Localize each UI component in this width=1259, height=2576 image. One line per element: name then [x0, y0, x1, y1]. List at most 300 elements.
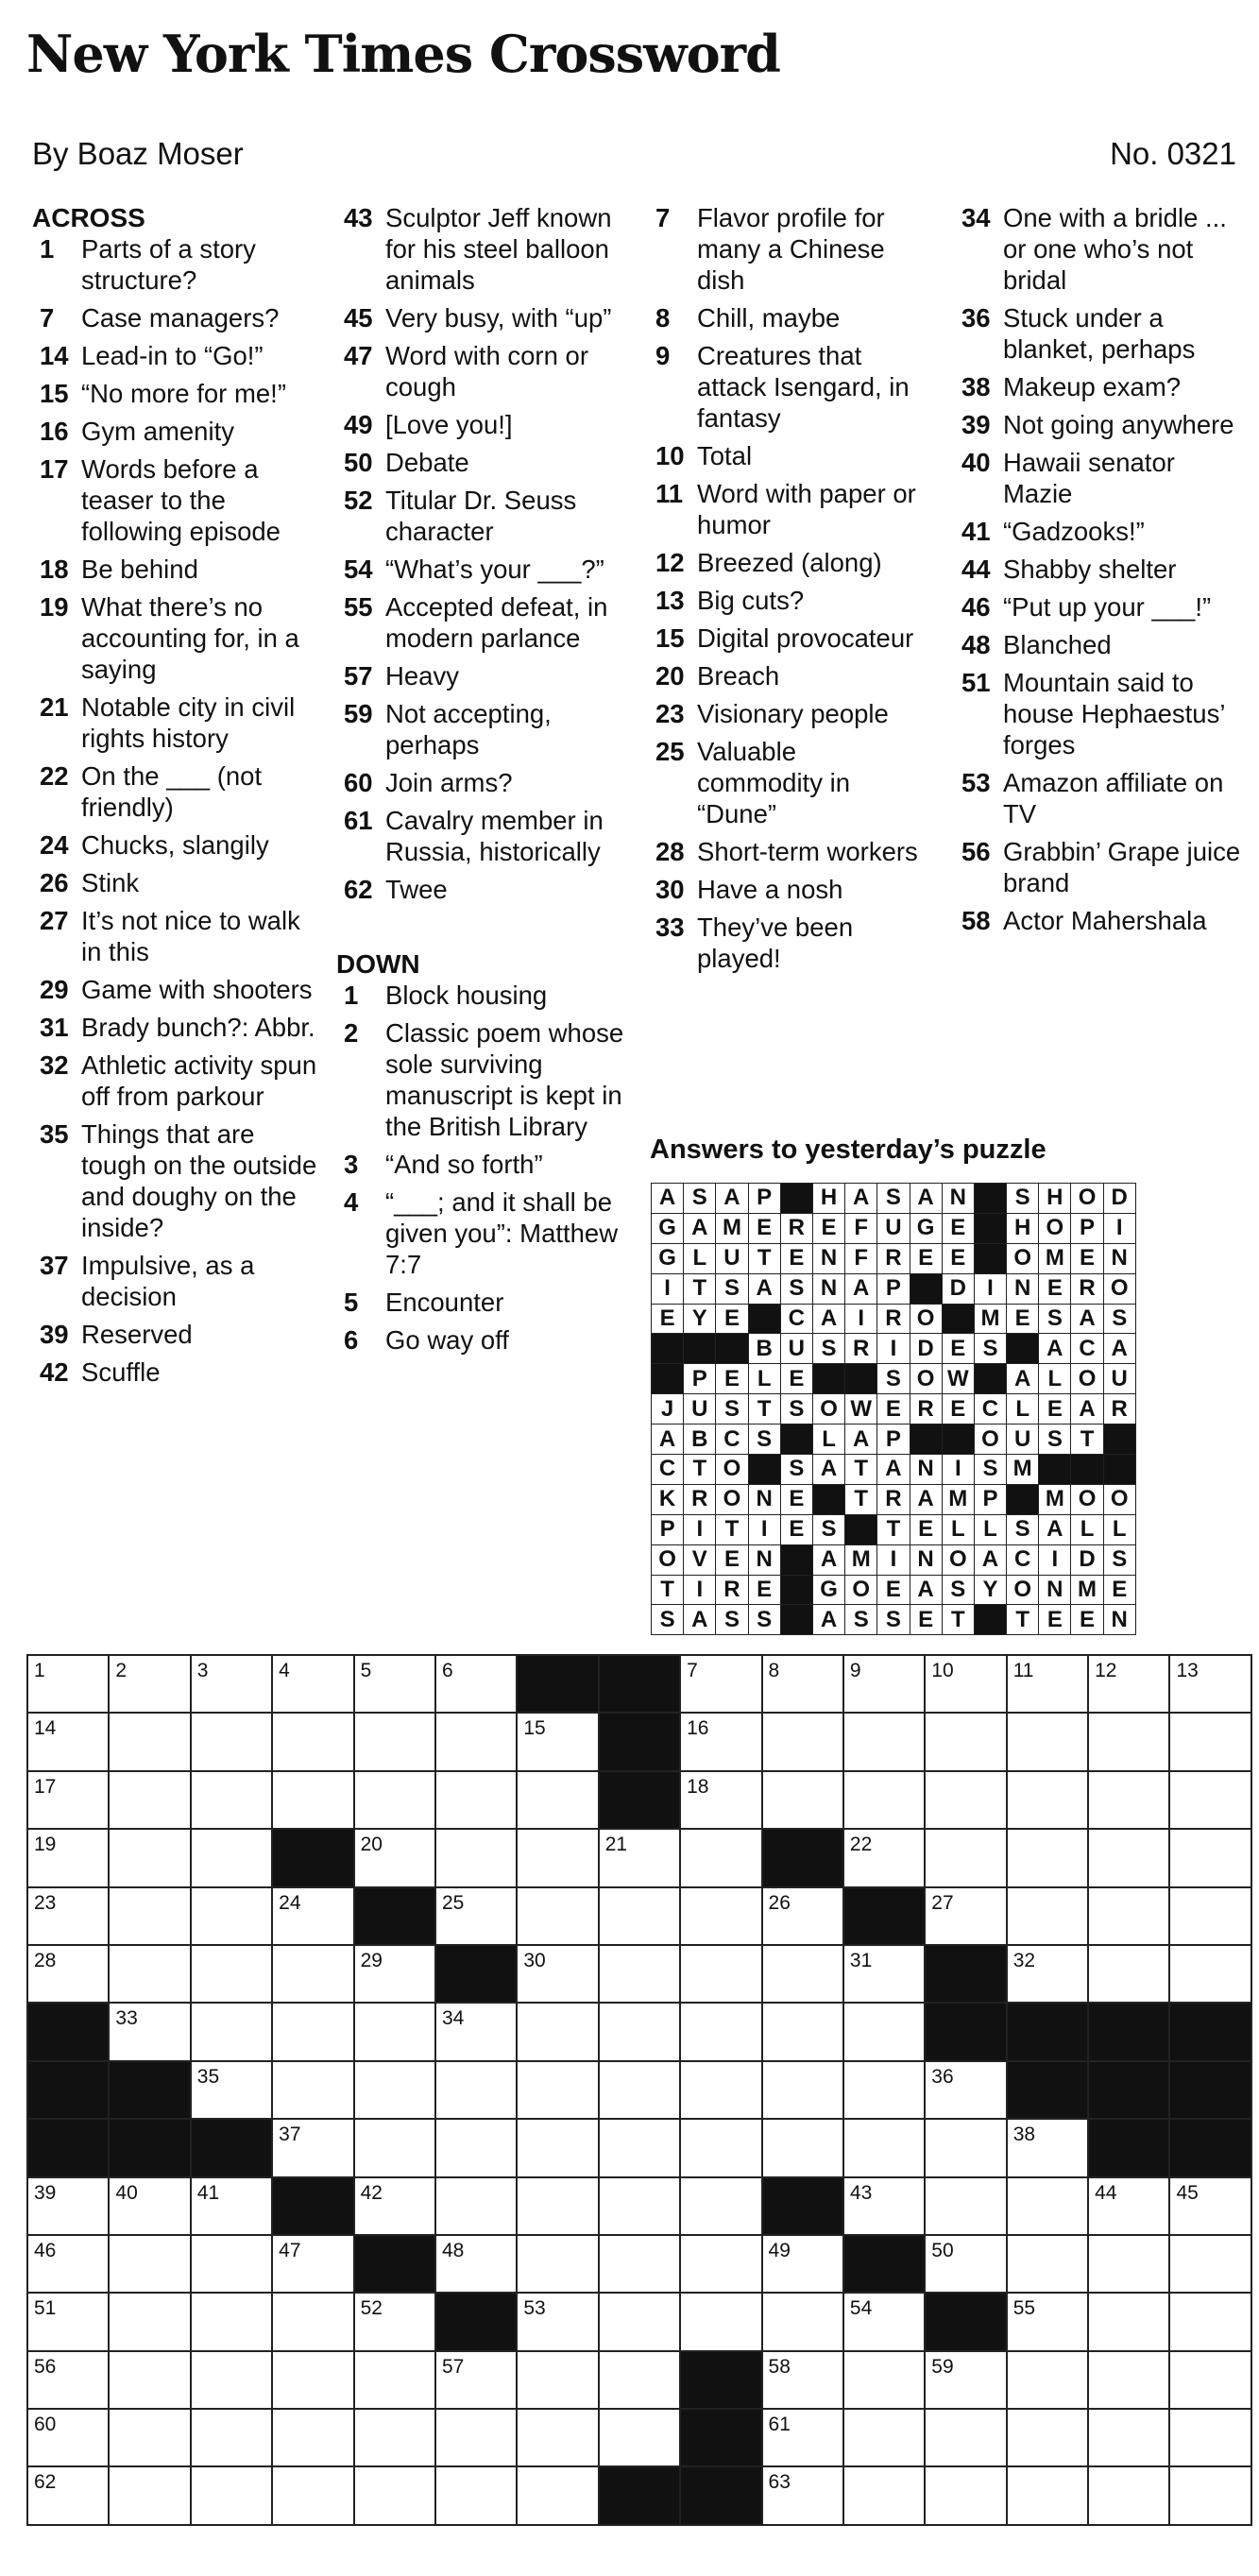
clue-number: 53 — [961, 768, 991, 797]
grid-cell[interactable] — [762, 2409, 843, 2466]
grid-block-cell — [762, 1829, 843, 1886]
grid-cell[interactable] — [272, 2409, 353, 2466]
answers-row — [652, 1484, 1136, 1514]
grid-cell[interactable] — [272, 2061, 353, 2119]
grid-cell[interactable] — [517, 2351, 598, 2409]
grid-cell[interactable] — [1088, 2409, 1169, 2466]
page-title: New York Times Crossword — [26, 24, 780, 84]
grid-cell[interactable] — [27, 1771, 109, 1829]
grid-cell[interactable] — [109, 2409, 190, 2466]
answer-letter-cell: A — [910, 1184, 942, 1214]
answers-row — [652, 1213, 1136, 1243]
grid-cell[interactable] — [762, 2466, 843, 2524]
grid-cell[interactable] — [109, 2351, 190, 2409]
clue-number: 17 — [40, 454, 69, 484]
clue-text: Not accepting, perhaps — [385, 699, 552, 759]
clue-number: 13 — [655, 586, 685, 615]
grid-cell[interactable] — [925, 2235, 1006, 2293]
answer-letter-cell: S — [748, 1605, 780, 1635]
grid-cell[interactable] — [435, 2409, 517, 2466]
grid-cell[interactable] — [1007, 2177, 1088, 2235]
answer-letter-cell: W — [845, 1394, 877, 1424]
grid-cell[interactable] — [843, 2061, 925, 2119]
clue-text: Stink — [81, 868, 140, 897]
grid-cell[interactable] — [762, 1655, 843, 1713]
grid-cell[interactable] — [1169, 2293, 1250, 2350]
answer-block-cell — [1007, 1334, 1039, 1364]
grid-cell[interactable] — [1169, 1713, 1250, 1770]
down-clue — [336, 1017, 631, 1142]
answer-letter-cell: S — [748, 1424, 780, 1455]
clue-number: 20 — [655, 661, 685, 691]
down-clue — [336, 1186, 631, 1280]
grid-cell[interactable] — [354, 2177, 435, 2235]
grid-cell[interactable] — [272, 2119, 353, 2176]
answer-letter-cell: S — [1007, 1514, 1039, 1544]
clue-text: Brady bunch?: Abbr. — [81, 1013, 315, 1042]
across-clue — [32, 1356, 325, 1388]
grid-cell[interactable] — [109, 1713, 190, 1770]
grid-cell[interactable] — [1169, 1887, 1250, 1945]
grid-cell[interactable] — [435, 1771, 517, 1829]
grid-cell[interactable] — [191, 2061, 272, 2119]
grid-cell[interactable] — [925, 2466, 1006, 2524]
grid-cell[interactable] — [843, 2003, 925, 2060]
clue-text: Block housing — [385, 981, 548, 1010]
grid-cell[interactable] — [843, 2351, 925, 2409]
grid-cell[interactable] — [1088, 1655, 1169, 1713]
cell-number: 25 — [441, 1891, 465, 1914]
grid-cell[interactable] — [680, 2003, 761, 2060]
answer-letter-cell: O — [1103, 1273, 1135, 1304]
grid-cell[interactable] — [354, 2293, 435, 2350]
grid-block-cell — [1088, 2119, 1169, 2176]
grid-cell[interactable] — [762, 2351, 843, 2409]
clue-text: Things that are tough on the outside and doughy on the inside? — [81, 1119, 317, 1242]
grid-cell[interactable] — [272, 2351, 353, 2409]
grid-cell[interactable] — [599, 2351, 680, 2409]
clue-number: 4 — [344, 1187, 359, 1217]
answer-letter-cell: E — [1039, 1605, 1071, 1635]
grid-row — [27, 1887, 1251, 1945]
across-clue — [32, 760, 325, 823]
answer-letter-cell: A — [652, 1424, 684, 1455]
grid-cell[interactable] — [109, 2466, 190, 2524]
grid-cell[interactable] — [762, 1887, 843, 1945]
grid-cell[interactable] — [27, 2293, 109, 2350]
clue-text: Titular Dr. Seuss character — [385, 486, 577, 546]
grid-cell[interactable] — [517, 2235, 598, 2293]
grid-block-cell — [27, 2003, 109, 2060]
answer-letter-cell: B — [748, 1334, 780, 1364]
grid-cell[interactable] — [191, 1771, 272, 1829]
answer-letter-cell: T — [845, 1455, 877, 1485]
grid-cell[interactable] — [1088, 2235, 1169, 2293]
answer-letter-cell: N — [1103, 1605, 1135, 1635]
answer-letter-cell: R — [716, 1575, 748, 1605]
grid-cell[interactable] — [109, 1829, 190, 1886]
grid-cell[interactable] — [435, 2351, 517, 2409]
answer-letter-cell: O — [716, 1455, 748, 1485]
grid-cell[interactable] — [354, 2466, 435, 2524]
answer-block-cell — [1007, 1484, 1039, 1514]
grid-cell[interactable] — [925, 1771, 1006, 1829]
down-clue — [648, 660, 922, 691]
grid-cell[interactable] — [925, 2177, 1006, 2235]
grid-cell[interactable] — [925, 1829, 1006, 1886]
grid-cell[interactable] — [1007, 1655, 1088, 1713]
grid-cell[interactable] — [599, 2177, 680, 2235]
answer-letter-cell: U — [1103, 1364, 1135, 1394]
clue-text: Grabbin’ Grape juice brand — [1003, 837, 1241, 897]
grid-cell[interactable] — [762, 1713, 843, 1770]
answer-letter-cell: O — [1103, 1484, 1135, 1514]
grid-cell[interactable] — [272, 2293, 353, 2350]
grid-cell[interactable] — [1088, 2466, 1169, 2524]
grid-cell[interactable] — [925, 1713, 1006, 1770]
grid-cell[interactable] — [1007, 1945, 1088, 2003]
grid-cell[interactable] — [517, 1945, 598, 2003]
grid-cell[interactable] — [109, 2235, 190, 2293]
grid-cell[interactable] — [272, 1713, 353, 1770]
cell-number: 54 — [849, 2297, 873, 2320]
cell-number: 15 — [523, 1717, 546, 1740]
clue-number: 34 — [961, 203, 991, 232]
clue-text: Twee — [385, 875, 448, 904]
grid-cell[interactable] — [27, 1655, 109, 1713]
grid-cell[interactable] — [109, 1771, 190, 1829]
grid-cell[interactable] — [435, 2003, 517, 2060]
grid-cell[interactable] — [599, 2409, 680, 2466]
grid-cell[interactable] — [272, 2235, 353, 2293]
grid-cell[interactable] — [109, 1655, 190, 1713]
grid-cell[interactable] — [354, 2351, 435, 2409]
grid-cell[interactable] — [599, 1829, 680, 1886]
grid-cell[interactable] — [843, 2293, 925, 2350]
grid-cell[interactable] — [1169, 2177, 1250, 2235]
cell-number: 40 — [115, 2181, 138, 2204]
grid-cell[interactable] — [517, 2409, 598, 2466]
grid-block-cell — [435, 2293, 517, 2350]
grid-cell[interactable] — [109, 2003, 190, 2060]
grid-block-cell — [599, 1655, 680, 1713]
clue-number: 33 — [655, 913, 685, 942]
grid-cell[interactable] — [680, 1887, 761, 1945]
grid-cell[interactable] — [27, 2351, 109, 2409]
answer-letter-cell: R — [780, 1213, 812, 1243]
answer-letter-cell: I — [684, 1514, 716, 1544]
grid-cell[interactable] — [517, 1771, 598, 1829]
grid-cell[interactable] — [191, 1887, 272, 1945]
grid-cell[interactable] — [27, 1945, 109, 2003]
grid-cell[interactable] — [1007, 2235, 1088, 2293]
grid-cell[interactable] — [435, 2466, 517, 2524]
grid-cell[interactable] — [843, 1713, 925, 1770]
grid-cell[interactable] — [517, 1829, 598, 1886]
grid-cell[interactable] — [109, 1887, 190, 1945]
grid-cell[interactable] — [925, 2409, 1006, 2466]
grid-cell[interactable] — [517, 2177, 598, 2235]
grid-cell[interactable] — [272, 1887, 353, 1945]
grid-cell[interactable] — [435, 1829, 517, 1886]
answer-letter-cell: J — [652, 1394, 684, 1424]
grid-cell[interactable] — [27, 1829, 109, 1886]
grid-cell[interactable] — [762, 1771, 843, 1829]
down-clue — [648, 585, 922, 616]
grid-cell[interactable] — [1169, 1829, 1250, 1886]
clue-text: It’s not nice to walk in this — [81, 906, 300, 966]
grid-cell[interactable] — [1007, 2466, 1088, 2524]
across-clue — [336, 874, 631, 905]
clue-number: 1 — [344, 981, 359, 1010]
cell-number: 10 — [931, 1660, 954, 1681]
grid-cell[interactable] — [191, 1655, 272, 1713]
grid-cell[interactable] — [435, 1655, 517, 1713]
cell-number: 56 — [34, 2355, 57, 2378]
grid-cell[interactable] — [191, 2003, 272, 2060]
clue-number: 3 — [344, 1150, 359, 1179]
grid-cell[interactable] — [517, 2119, 598, 2176]
grid-cell[interactable] — [680, 1713, 761, 1770]
grid-cell[interactable] — [1007, 2351, 1088, 2409]
answer-letter-cell: R — [877, 1304, 910, 1334]
grid-cell[interactable] — [27, 2409, 109, 2466]
grid-cell[interactable] — [1169, 1655, 1250, 1713]
answer-letter-cell: P — [1071, 1213, 1103, 1243]
grid-cell[interactable] — [1088, 1829, 1169, 1886]
grid-cell[interactable] — [843, 2177, 925, 2235]
across-clue — [32, 1250, 325, 1312]
grid-cell[interactable] — [680, 1945, 761, 2003]
grid-cell[interactable] — [435, 2177, 517, 2235]
grid-cell[interactable] — [843, 1771, 925, 1829]
grid-cell[interactable] — [680, 2119, 761, 2176]
grid-cell[interactable] — [1169, 1771, 1250, 1829]
grid-cell[interactable] — [762, 1945, 843, 2003]
grid-cell[interactable] — [843, 1945, 925, 2003]
grid-cell[interactable] — [843, 2119, 925, 2176]
grid-block-cell — [843, 1887, 925, 1945]
grid-cell[interactable] — [435, 2119, 517, 2176]
clue-number: 28 — [655, 837, 685, 866]
grid-cell[interactable] — [599, 1945, 680, 2003]
grid-cell[interactable] — [272, 2466, 353, 2524]
grid-cell[interactable] — [354, 1655, 435, 1713]
grid-cell[interactable] — [354, 1945, 435, 2003]
grid-cell[interactable] — [1007, 1829, 1088, 1886]
grid-cell[interactable] — [762, 2003, 843, 2060]
grid-cell[interactable] — [435, 2061, 517, 2119]
grid-cell[interactable] — [599, 2003, 680, 2060]
grid-cell[interactable] — [354, 2061, 435, 2119]
grid-cell[interactable] — [27, 1887, 109, 1945]
grid-cell[interactable] — [599, 2293, 680, 2350]
grid-cell[interactable] — [517, 2466, 598, 2524]
across-clue — [32, 1012, 325, 1043]
answer-letter-cell: N — [1007, 1273, 1039, 1304]
grid-cell[interactable] — [272, 2003, 353, 2060]
grid-cell[interactable] — [843, 2466, 925, 2524]
grid-cell[interactable] — [191, 2177, 272, 2235]
grid-cell[interactable] — [272, 1771, 353, 1829]
grid-cell[interactable] — [27, 2235, 109, 2293]
down-clue — [954, 591, 1242, 623]
grid-cell[interactable] — [1007, 2293, 1088, 2350]
grid-cell[interactable] — [191, 2409, 272, 2466]
answer-letter-cell: E — [716, 1304, 748, 1334]
grid-cell[interactable] — [191, 2235, 272, 2293]
grid-cell[interactable] — [762, 2119, 843, 2176]
grid-block-cell — [435, 1945, 517, 2003]
grid-cell[interactable] — [191, 2466, 272, 2524]
grid-cell[interactable] — [843, 1655, 925, 1713]
grid-cell[interactable] — [109, 2177, 190, 2235]
grid-cell[interactable] — [925, 1887, 1006, 1945]
grid-cell[interactable] — [925, 2061, 1006, 2119]
answer-letter-cell: N — [910, 1544, 942, 1575]
answers-title: Answers to yesterday’s puzzle — [650, 1134, 1046, 1165]
grid-cell[interactable] — [354, 1771, 435, 1829]
grid-cell[interactable] — [109, 2293, 190, 2350]
clue-number: 38 — [961, 372, 991, 401]
grid-cell[interactable] — [191, 1829, 272, 1886]
clue-text: Total — [697, 441, 753, 470]
grid-block-cell — [1088, 2061, 1169, 2119]
clue-number: 59 — [344, 699, 373, 728]
grid-cell[interactable] — [435, 2235, 517, 2293]
grid-cell[interactable] — [762, 2235, 843, 2293]
grid-cell[interactable] — [27, 1713, 109, 1770]
grid-cell[interactable] — [1169, 2466, 1250, 2524]
clue-number: 51 — [961, 668, 991, 697]
grid-block-cell — [925, 2003, 1006, 2060]
grid-cell[interactable] — [599, 2061, 680, 2119]
grid-cell[interactable] — [354, 1829, 435, 1886]
grid-cell[interactable] — [1007, 2119, 1088, 2176]
clue-text: Gym amenity — [81, 417, 234, 446]
grid-cell[interactable] — [599, 2235, 680, 2293]
grid-cell[interactable] — [354, 1713, 435, 1770]
grid-cell[interactable] — [680, 2235, 761, 2293]
across-clue — [32, 233, 325, 296]
grid-cell[interactable] — [680, 2177, 761, 2235]
grid-row — [27, 2293, 1251, 2350]
grid-cell[interactable] — [435, 1887, 517, 1945]
answer-letter-cell: E — [652, 1304, 684, 1334]
cell-number: 35 — [196, 2065, 220, 2088]
grid-cell[interactable] — [1088, 2293, 1169, 2350]
grid-cell[interactable] — [1088, 2177, 1169, 2235]
grid-cell[interactable] — [843, 1829, 925, 1886]
grid-cell[interactable] — [1007, 2409, 1088, 2466]
answer-letter-cell: E — [910, 1514, 942, 1544]
answer-letter-cell: L — [974, 1514, 1006, 1544]
grid-cell[interactable] — [1169, 2351, 1250, 2409]
answer-letter-cell: E — [812, 1213, 844, 1243]
answer-letter-cell: W — [942, 1364, 974, 1394]
grid-cell[interactable] — [599, 2119, 680, 2176]
grid-cell[interactable] — [680, 1771, 761, 1829]
grid-cell[interactable] — [925, 2351, 1006, 2409]
grid-cell[interactable] — [27, 2466, 109, 2524]
grid-cell[interactable] — [27, 2177, 109, 2235]
cell-number: 41 — [196, 2181, 220, 2204]
grid-cell[interactable] — [843, 2409, 925, 2466]
grid-cell[interactable] — [1088, 1945, 1169, 2003]
grid-block-cell — [272, 2177, 353, 2235]
answer-letter-cell: P — [974, 1484, 1006, 1514]
clue-text: Very busy, with “up” — [385, 303, 612, 333]
across-clue — [32, 691, 325, 754]
grid-cell[interactable] — [1088, 1887, 1169, 1945]
cell-number: 23 — [34, 1891, 57, 1914]
grid-cell[interactable] — [435, 1713, 517, 1770]
grid-cell[interactable] — [1169, 2409, 1250, 2466]
grid-cell[interactable] — [191, 2351, 272, 2409]
answer-letter-cell: E — [942, 1243, 974, 1273]
grid-cell[interactable] — [517, 1713, 598, 1770]
grid-cell[interactable] — [517, 2293, 598, 2350]
grid-cell[interactable] — [354, 2003, 435, 2060]
grid-cell[interactable] — [762, 2293, 843, 2350]
grid-cell[interactable] — [191, 1945, 272, 2003]
grid-row — [27, 2061, 1251, 2119]
answer-letter-cell: R — [877, 1243, 910, 1273]
grid-block-cell — [191, 2119, 272, 2176]
grid-cell[interactable] — [925, 2119, 1006, 2176]
grid-cell[interactable] — [272, 1945, 353, 2003]
grid-cell[interactable] — [354, 2119, 435, 2176]
grid-cell[interactable] — [517, 2003, 598, 2060]
grid-cell[interactable] — [1007, 1771, 1088, 1829]
answer-block-cell — [974, 1364, 1006, 1394]
answer-block-cell — [1103, 1424, 1135, 1455]
grid-cell[interactable] — [1088, 2351, 1169, 2409]
across-clue — [32, 1118, 325, 1243]
clue-number: 6 — [344, 1325, 359, 1355]
grid-cell[interactable] — [1169, 1945, 1250, 2003]
grid-cell[interactable] — [272, 1655, 353, 1713]
grid-cell[interactable] — [680, 1655, 761, 1713]
grid-cell[interactable] — [762, 2061, 843, 2119]
down-clue — [954, 371, 1242, 402]
grid-cell[interactable] — [517, 1887, 598, 1945]
grid-cell[interactable] — [680, 2293, 761, 2350]
grid-cell[interactable] — [1007, 1887, 1088, 1945]
grid-cell[interactable] — [191, 2293, 272, 2350]
grid-cell[interactable] — [109, 1945, 190, 2003]
down-clue — [648, 547, 922, 578]
grid-cell[interactable] — [680, 1829, 761, 1886]
cell-number: 6 — [441, 1660, 453, 1681]
grid-cell[interactable] — [925, 1655, 1006, 1713]
grid-cell[interactable] — [1007, 1713, 1088, 1770]
grid-cell[interactable] — [599, 1887, 680, 1945]
answer-letter-cell: A — [652, 1184, 684, 1214]
clue-text: Have a nosh — [697, 875, 843, 904]
grid-cell[interactable] — [680, 2061, 761, 2119]
grid-cell[interactable] — [1088, 1771, 1169, 1829]
answer-block-cell — [974, 1243, 1006, 1273]
grid-cell[interactable] — [1088, 1713, 1169, 1770]
grid-cell[interactable] — [354, 2409, 435, 2466]
clue-number: 31 — [40, 1013, 69, 1042]
grid-cell[interactable] — [191, 1713, 272, 1770]
answer-letter-cell: F — [845, 1213, 877, 1243]
grid-cell[interactable] — [1169, 2235, 1250, 2293]
cell-number: 59 — [931, 2355, 954, 2378]
grid-cell[interactable] — [517, 2061, 598, 2119]
